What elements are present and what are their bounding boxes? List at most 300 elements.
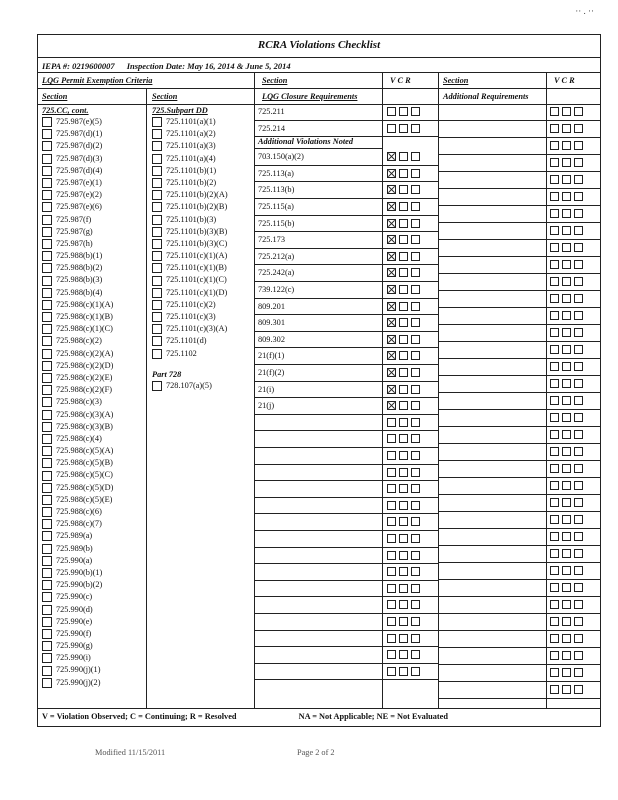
violation-checkbox[interactable] — [550, 515, 559, 524]
table-row — [254, 182, 438, 199]
checkbox[interactable] — [42, 373, 52, 383]
violation-checkbox[interactable] — [387, 617, 396, 626]
checkbox[interactable] — [42, 178, 52, 188]
vcr-checkboxes — [550, 617, 583, 626]
right-vcr-header: V C R — [554, 76, 575, 85]
violation-checkbox[interactable] — [550, 345, 559, 354]
continuing-checkbox[interactable] — [562, 413, 571, 422]
checklist-item-label: 725.988(c)(6) — [56, 507, 102, 516]
continuing-checkbox[interactable] — [399, 517, 408, 526]
checkbox[interactable] — [42, 544, 52, 554]
checkbox[interactable] — [42, 507, 52, 517]
continuing-checkbox[interactable] — [562, 192, 571, 201]
checkbox[interactable] — [42, 483, 52, 493]
violation-checkbox[interactable] — [550, 311, 559, 320]
violation-checkbox[interactable] — [550, 668, 559, 677]
continuing-checkbox[interactable] — [399, 185, 408, 194]
continuing-checkbox[interactable] — [562, 447, 571, 456]
resolved-checkbox[interactable] — [574, 583, 583, 592]
continuing-checkbox[interactable] — [399, 235, 408, 244]
continuing-checkbox[interactable] — [399, 451, 408, 460]
left-col2-title: Section — [152, 92, 178, 101]
checkbox[interactable] — [152, 215, 162, 225]
violation-checkbox[interactable] — [387, 235, 396, 244]
resolved-checkbox[interactable] — [411, 501, 420, 510]
table-row — [438, 155, 600, 172]
resolved-checkbox[interactable] — [411, 534, 420, 543]
checkbox[interactable] — [152, 336, 162, 346]
table-row — [438, 223, 600, 240]
checkbox[interactable] — [152, 178, 162, 188]
resolved-checkbox[interactable] — [411, 517, 420, 526]
checkbox[interactable] — [152, 263, 162, 273]
violation-checkbox[interactable] — [387, 534, 396, 543]
checkbox[interactable] — [42, 410, 52, 420]
table-row — [438, 495, 600, 512]
violation-checkbox[interactable] — [387, 650, 396, 659]
continuing-checkbox[interactable] — [399, 551, 408, 560]
continuing-checkbox[interactable] — [399, 351, 408, 360]
continuing-checkbox[interactable] — [399, 152, 408, 161]
vcr-checkboxes — [387, 169, 420, 178]
resolved-checkbox[interactable] — [411, 235, 420, 244]
checkbox[interactable] — [42, 629, 52, 639]
checkbox[interactable] — [42, 641, 52, 651]
violation-checkbox[interactable] — [550, 651, 559, 660]
violation-checkbox[interactable] — [387, 351, 396, 360]
checkbox[interactable] — [152, 154, 162, 164]
checkbox[interactable] — [42, 276, 52, 286]
violation-checkbox[interactable] — [387, 501, 396, 510]
checkbox[interactable] — [152, 190, 162, 200]
checkbox[interactable] — [42, 129, 52, 139]
resolved-checkbox[interactable] — [411, 468, 420, 477]
checkbox[interactable] — [152, 300, 162, 310]
violation-checkbox[interactable] — [550, 294, 559, 303]
resolved-checkbox[interactable] — [411, 368, 420, 377]
continuing-checkbox[interactable] — [562, 583, 571, 592]
continuing-checkbox[interactable] — [562, 277, 571, 286]
violation-checkbox[interactable] — [550, 243, 559, 252]
continuing-checkbox[interactable] — [562, 328, 571, 337]
resolved-checkbox[interactable] — [411, 202, 420, 211]
resolved-checkbox[interactable] — [574, 328, 583, 337]
continuing-checkbox[interactable] — [562, 294, 571, 303]
violation-checkbox[interactable] — [387, 418, 396, 427]
checkbox[interactable] — [42, 251, 52, 261]
violation-checkbox[interactable] — [387, 252, 396, 261]
checkbox[interactable] — [152, 202, 162, 212]
continuing-checkbox[interactable] — [399, 401, 408, 410]
violation-checkbox[interactable] — [550, 430, 559, 439]
continuing-checkbox[interactable] — [399, 600, 408, 609]
resolved-checkbox[interactable] — [574, 175, 583, 184]
checkbox[interactable] — [42, 580, 52, 590]
violation-checkbox[interactable] — [387, 202, 396, 211]
continuing-checkbox[interactable] — [399, 584, 408, 593]
resolved-checkbox[interactable] — [411, 617, 420, 626]
violation-checkbox[interactable] — [550, 685, 559, 694]
resolved-checkbox[interactable] — [574, 379, 583, 388]
resolved-checkbox[interactable] — [574, 396, 583, 405]
continuing-checkbox[interactable] — [399, 318, 408, 327]
violation-checkbox[interactable] — [550, 549, 559, 558]
continuing-checkbox[interactable] — [399, 617, 408, 626]
vcr-checkboxes — [387, 567, 420, 576]
violation-checkbox[interactable] — [550, 464, 559, 473]
checklist-item-label: 725.988(b)(3) — [56, 275, 103, 285]
violation-checkbox[interactable] — [550, 260, 559, 269]
continuing-checkbox[interactable] — [562, 634, 571, 643]
continuing-checkbox[interactable] — [562, 362, 571, 371]
checkbox[interactable] — [42, 288, 52, 298]
continuing-checkbox[interactable] — [562, 345, 571, 354]
continuing-checkbox[interactable] — [399, 285, 408, 294]
resolved-checkbox[interactable] — [574, 532, 583, 541]
table-row — [254, 365, 438, 382]
resolved-checkbox[interactable] — [411, 107, 420, 116]
resolved-checkbox[interactable] — [411, 434, 420, 443]
continuing-checkbox[interactable] — [562, 124, 571, 133]
resolved-checkbox[interactable] — [574, 447, 583, 456]
resolved-checkbox[interactable] — [411, 401, 420, 410]
checkbox[interactable] — [42, 312, 52, 322]
violation-checkbox[interactable] — [387, 667, 396, 676]
continuing-checkbox[interactable] — [562, 549, 571, 558]
violation-checkbox[interactable] — [387, 368, 396, 377]
continuing-checkbox[interactable] — [399, 501, 408, 510]
continuing-checkbox[interactable] — [399, 219, 408, 228]
violation-checkbox[interactable] — [387, 124, 396, 133]
resolved-checkbox[interactable] — [574, 192, 583, 201]
table-row — [254, 121, 438, 138]
resolved-checkbox[interactable] — [574, 515, 583, 524]
resolved-checkbox[interactable] — [574, 634, 583, 643]
resolved-checkbox[interactable] — [574, 226, 583, 235]
resolved-checkbox[interactable] — [574, 311, 583, 320]
resolved-checkbox[interactable] — [574, 617, 583, 626]
continuing-checkbox[interactable] — [399, 368, 408, 377]
resolved-checkbox[interactable] — [411, 335, 420, 344]
continuing-checkbox[interactable] — [562, 532, 571, 541]
continuing-checkbox[interactable] — [399, 252, 408, 261]
checkbox[interactable] — [42, 300, 52, 310]
resolved-checkbox[interactable] — [574, 430, 583, 439]
resolved-checkbox[interactable] — [574, 209, 583, 218]
violation-checkbox[interactable] — [550, 124, 559, 133]
violation-checkbox[interactable] — [387, 517, 396, 526]
checkbox[interactable] — [42, 324, 52, 334]
checklist-item-label: 725.990(c) — [56, 592, 93, 602]
violation-checkbox[interactable] — [550, 566, 559, 575]
checkbox[interactable] — [42, 117, 52, 127]
resolved-checkbox[interactable] — [574, 549, 583, 558]
continuing-checkbox[interactable] — [399, 335, 408, 344]
violation-checkbox[interactable] — [387, 385, 396, 394]
continuing-checkbox[interactable] — [562, 617, 571, 626]
checkbox[interactable] — [152, 276, 162, 286]
continuing-checkbox[interactable] — [562, 464, 571, 473]
resolved-checkbox[interactable] — [411, 584, 420, 593]
continuing-checkbox[interactable] — [562, 158, 571, 167]
continuing-checkbox[interactable] — [562, 498, 571, 507]
checkbox[interactable] — [152, 381, 162, 391]
continuing-checkbox[interactable] — [562, 396, 571, 405]
checklist-item — [42, 677, 113, 689]
resolved-checkbox[interactable] — [574, 481, 583, 490]
checkbox[interactable] — [42, 434, 52, 444]
continuing-checkbox[interactable] — [399, 268, 408, 277]
vcr-checkboxes — [387, 634, 420, 643]
violation-checkbox[interactable] — [550, 447, 559, 456]
checkbox[interactable] — [42, 422, 52, 432]
checklist-item — [42, 482, 113, 494]
continuing-checkbox[interactable] — [399, 169, 408, 178]
divider — [38, 88, 600, 89]
continuing-checkbox[interactable] — [562, 600, 571, 609]
resolved-checkbox[interactable] — [411, 650, 420, 659]
violation-checkbox[interactable] — [387, 401, 396, 410]
resolved-checkbox[interactable] — [411, 169, 420, 178]
violation-checkbox[interactable] — [387, 107, 396, 116]
violation-checkbox[interactable] — [387, 551, 396, 560]
violation-checkbox[interactable] — [387, 285, 396, 294]
resolved-checkbox[interactable] — [574, 243, 583, 252]
checkbox[interactable] — [42, 361, 52, 371]
checkbox[interactable] — [152, 166, 162, 176]
checkbox[interactable] — [152, 141, 162, 151]
checkbox[interactable] — [42, 239, 52, 249]
violation-checkbox[interactable] — [387, 434, 396, 443]
continuing-checkbox[interactable] — [399, 484, 408, 493]
resolved-checkbox[interactable] — [574, 260, 583, 269]
checkbox[interactable] — [152, 312, 162, 322]
resolved-checkbox[interactable] — [411, 667, 420, 676]
violation-checkbox[interactable] — [550, 498, 559, 507]
violation-checkbox[interactable] — [387, 152, 396, 161]
checkbox[interactable] — [42, 568, 52, 578]
continuing-checkbox[interactable] — [562, 260, 571, 269]
checkbox[interactable] — [42, 495, 52, 505]
checkbox[interactable] — [42, 227, 52, 237]
continuing-checkbox[interactable] — [562, 226, 571, 235]
resolved-checkbox[interactable] — [411, 152, 420, 161]
table-row — [438, 359, 600, 376]
continuing-checkbox[interactable] — [562, 515, 571, 524]
continuing-checkbox[interactable] — [399, 534, 408, 543]
checkbox[interactable] — [42, 617, 52, 627]
violation-checkbox[interactable] — [387, 567, 396, 576]
violation-checkbox[interactable] — [550, 532, 559, 541]
checklist-item — [152, 226, 228, 238]
checkbox[interactable] — [42, 385, 52, 395]
resolved-checkbox[interactable] — [411, 385, 420, 394]
violation-checkbox[interactable] — [387, 268, 396, 277]
checkbox[interactable] — [42, 263, 52, 273]
continuing-checkbox[interactable] — [562, 141, 571, 150]
continuing-checkbox[interactable] — [399, 302, 408, 311]
checkbox[interactable] — [42, 605, 52, 615]
resolved-checkbox[interactable] — [574, 566, 583, 575]
checkbox[interactable] — [42, 190, 52, 200]
resolved-checkbox[interactable] — [411, 318, 420, 327]
checkbox[interactable] — [42, 458, 52, 468]
resolved-checkbox[interactable] — [411, 185, 420, 194]
continuing-checkbox[interactable] — [399, 124, 408, 133]
continuing-checkbox[interactable] — [399, 567, 408, 576]
table-row — [438, 648, 600, 665]
resolved-checkbox[interactable] — [574, 124, 583, 133]
continuing-checkbox[interactable] — [562, 107, 571, 116]
resolved-checkbox[interactable] — [411, 451, 420, 460]
violation-checkbox[interactable] — [387, 169, 396, 178]
violation-checkbox[interactable] — [550, 209, 559, 218]
resolved-checkbox[interactable] — [574, 464, 583, 473]
continuing-checkbox[interactable] — [399, 634, 408, 643]
resolved-checkbox[interactable] — [411, 418, 420, 427]
checkbox[interactable] — [42, 592, 52, 602]
checkbox[interactable] — [42, 336, 52, 346]
resolved-checkbox[interactable] — [411, 252, 420, 261]
violation-checkbox[interactable] — [550, 192, 559, 201]
resolved-checkbox[interactable] — [574, 685, 583, 694]
violation-checkbox[interactable] — [550, 175, 559, 184]
vcr-checkboxes — [550, 294, 583, 303]
violation-checkbox[interactable] — [550, 617, 559, 626]
checkbox[interactable] — [152, 324, 162, 334]
checklist-item — [152, 299, 228, 311]
violation-checkbox[interactable] — [550, 107, 559, 116]
resolved-checkbox[interactable] — [574, 362, 583, 371]
resolved-checkbox[interactable] — [574, 600, 583, 609]
checkbox[interactable] — [42, 349, 52, 359]
violation-checkbox[interactable] — [550, 634, 559, 643]
violation-checkbox[interactable] — [387, 335, 396, 344]
violation-checkbox[interactable] — [387, 185, 396, 194]
continuing-checkbox[interactable] — [562, 379, 571, 388]
resolved-checkbox[interactable] — [574, 294, 583, 303]
violation-checkbox[interactable] — [550, 379, 559, 388]
checkbox[interactable] — [42, 166, 52, 176]
continuing-checkbox[interactable] — [562, 651, 571, 660]
continuing-checkbox[interactable] — [562, 685, 571, 694]
resolved-checkbox[interactable] — [574, 107, 583, 116]
violation-checkbox[interactable] — [387, 451, 396, 460]
checkbox[interactable] — [42, 397, 52, 407]
resolved-checkbox[interactable] — [574, 668, 583, 677]
violation-checkbox[interactable] — [387, 219, 396, 228]
continuing-checkbox[interactable] — [562, 311, 571, 320]
continuing-checkbox[interactable] — [399, 667, 408, 676]
continuing-checkbox[interactable] — [399, 107, 408, 116]
continuing-checkbox[interactable] — [399, 418, 408, 427]
violation-checkbox[interactable] — [550, 362, 559, 371]
violation-checkbox[interactable] — [387, 318, 396, 327]
violation-checkbox[interactable] — [550, 158, 559, 167]
resolved-checkbox[interactable] — [411, 634, 420, 643]
continuing-checkbox[interactable] — [562, 430, 571, 439]
checkbox[interactable] — [152, 227, 162, 237]
resolved-checkbox[interactable] — [574, 413, 583, 422]
continuing-checkbox[interactable] — [399, 434, 408, 443]
resolved-checkbox[interactable] — [411, 285, 420, 294]
checkbox[interactable] — [42, 141, 52, 151]
resolved-checkbox[interactable] — [411, 302, 420, 311]
resolved-checkbox[interactable] — [411, 484, 420, 493]
resolved-checkbox[interactable] — [574, 345, 583, 354]
checkbox[interactable] — [42, 653, 52, 663]
checkbox[interactable] — [42, 202, 52, 212]
resolved-checkbox[interactable] — [411, 124, 420, 133]
violation-checkbox[interactable] — [550, 583, 559, 592]
checkbox[interactable] — [42, 446, 52, 456]
resolved-checkbox[interactable] — [411, 567, 420, 576]
violation-checkbox[interactable] — [550, 481, 559, 490]
violation-checkbox[interactable] — [550, 328, 559, 337]
resolved-checkbox[interactable] — [411, 551, 420, 560]
continuing-checkbox[interactable] — [562, 481, 571, 490]
violation-checkbox[interactable] — [550, 141, 559, 150]
violation-checkbox[interactable] — [387, 468, 396, 477]
checkbox[interactable] — [42, 556, 52, 566]
checkbox[interactable] — [42, 519, 52, 529]
checkbox[interactable] — [42, 531, 52, 541]
continuing-checkbox[interactable] — [562, 175, 571, 184]
continuing-checkbox[interactable] — [399, 202, 408, 211]
continuing-checkbox[interactable] — [562, 209, 571, 218]
resolved-checkbox[interactable] — [574, 141, 583, 150]
resolved-checkbox[interactable] — [411, 219, 420, 228]
continuing-checkbox[interactable] — [562, 243, 571, 252]
checkbox[interactable] — [152, 239, 162, 249]
resolved-checkbox[interactable] — [574, 277, 583, 286]
violation-checkbox[interactable] — [550, 277, 559, 286]
table-row — [254, 232, 438, 249]
checkbox[interactable] — [152, 251, 162, 261]
violation-checkbox[interactable] — [387, 584, 396, 593]
checkbox[interactable] — [42, 678, 52, 688]
resolved-checkbox[interactable] — [574, 498, 583, 507]
checkbox[interactable] — [42, 154, 52, 164]
resolved-checkbox[interactable] — [411, 600, 420, 609]
checkbox[interactable] — [152, 129, 162, 139]
continuing-checkbox[interactable] — [399, 650, 408, 659]
violation-checkbox[interactable] — [387, 634, 396, 643]
checkbox[interactable] — [42, 471, 52, 481]
resolved-checkbox[interactable] — [411, 351, 420, 360]
violation-checkbox[interactable] — [550, 600, 559, 609]
violation-checkbox[interactable] — [550, 413, 559, 422]
continuing-checkbox[interactable] — [399, 468, 408, 477]
checkbox[interactable] — [42, 666, 52, 676]
continuing-checkbox[interactable] — [562, 668, 571, 677]
continuing-checkbox[interactable] — [399, 385, 408, 394]
violation-checkbox[interactable] — [550, 396, 559, 405]
violation-checkbox[interactable] — [387, 302, 396, 311]
checkbox[interactable] — [42, 215, 52, 225]
checkbox[interactable] — [152, 349, 162, 359]
continuing-checkbox[interactable] — [562, 566, 571, 575]
violation-checkbox[interactable] — [387, 600, 396, 609]
violation-checkbox[interactable] — [550, 226, 559, 235]
table-row — [438, 512, 600, 529]
violation-checkbox[interactable] — [387, 484, 396, 493]
checkbox[interactable] — [152, 288, 162, 298]
resolved-checkbox[interactable] — [574, 651, 583, 660]
checkbox[interactable] — [152, 117, 162, 127]
resolved-checkbox[interactable] — [574, 158, 583, 167]
resolved-checkbox[interactable] — [411, 268, 420, 277]
